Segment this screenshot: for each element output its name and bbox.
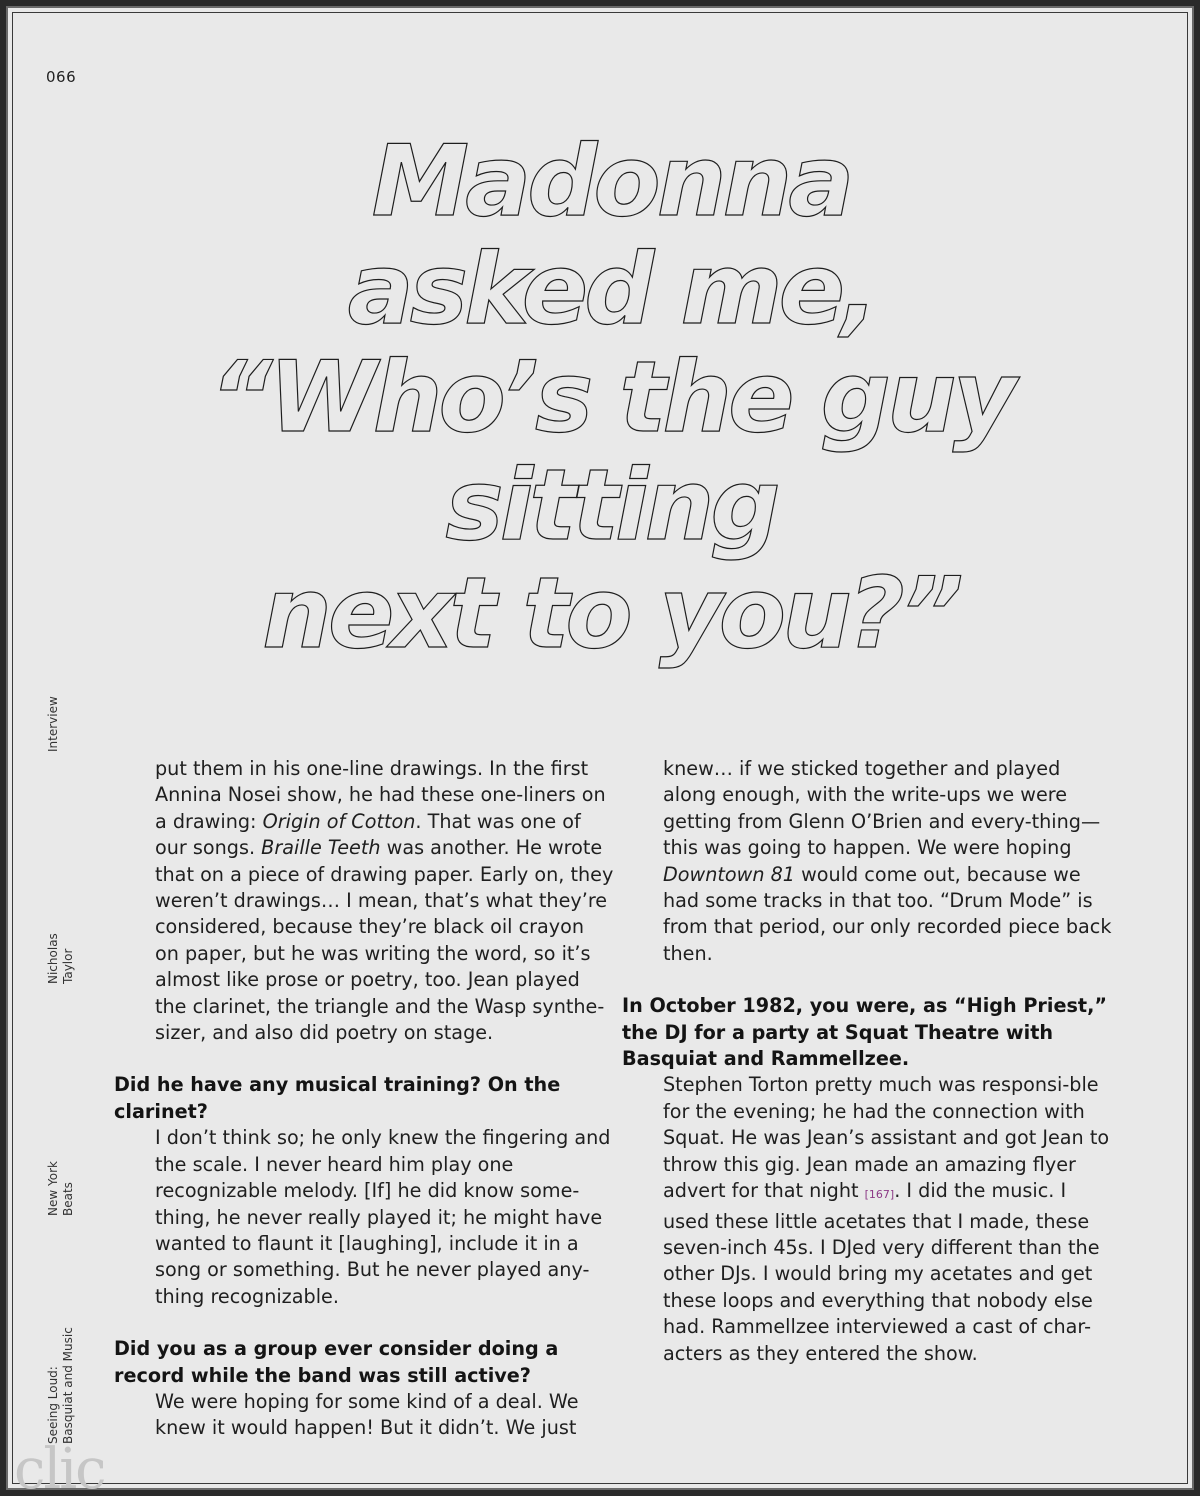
section-label: Interview bbox=[46, 696, 60, 752]
author-first-name: Nicholas bbox=[46, 933, 60, 984]
answer-text: put them in his one-line drawings. In the first Annina Nosei show, he had these one-liners on a drawing: bbox=[155, 757, 606, 833]
sidebar-book-title bbox=[46, 1320, 80, 1444]
chapter-title-line: Beats bbox=[61, 1182, 75, 1216]
interview-answer bbox=[114, 756, 614, 1046]
interview-answer bbox=[622, 1072, 1112, 1366]
book-title-line: Seeing Loud: bbox=[46, 1366, 60, 1444]
interview-question: Did you as a group ever consider doing a record while the band was still active? bbox=[114, 1337, 559, 1387]
interview-question: Did he have any musical training? On the clarinet? bbox=[114, 1073, 561, 1123]
interview-answer bbox=[622, 756, 1112, 967]
right-text-column bbox=[622, 756, 1112, 1367]
page-number: 066 bbox=[46, 68, 77, 86]
sidebar-chapter bbox=[46, 1146, 80, 1216]
answer-text: . That was one of our songs. bbox=[155, 809, 581, 860]
headline-line: “Who’s the guy bbox=[209, 341, 1013, 455]
answer-text: would come out, because we had some tracks in that too. “Drum Mode” is from that period, our only recorded piece back then. bbox=[663, 862, 1112, 965]
headline-line: sitting bbox=[445, 449, 777, 563]
left-text-column bbox=[114, 756, 614, 1442]
headline-line: Madonna bbox=[371, 125, 851, 239]
interview-question: In October 1982, you were, as “High Priest,” the DJ for a party at Squat Theatre with Basquiat and Rammellzee. bbox=[622, 994, 1107, 1071]
sidebar-section-label bbox=[46, 682, 80, 752]
answer-text: Stephen Torton pretty much was responsi-ble for the evening; he had the connection with Squat. He was Jean’s assistant and got Jean to throw this gig. Jean made an amazing flyer advert for that night bbox=[663, 1073, 1110, 1203]
artwork-title: Origin of Cotton bbox=[262, 809, 416, 833]
author-last-name: Taylor bbox=[61, 948, 75, 984]
book-title-line: Basquiat and Music bbox=[61, 1327, 75, 1444]
artwork-title: Braille Teeth bbox=[261, 836, 381, 860]
answer-text: . I did the music. I used these little acetates that I made, these seven-inch 45s. I DJed very different than the other DJs. I would bring my acetates and get these loops and everything that nobody else had. Rammellzee interviewed a cast of char-acters as they entered the show. bbox=[663, 1179, 1100, 1365]
figure-reference: [167] bbox=[864, 1188, 895, 1202]
watermark-logo: clic bbox=[14, 1437, 105, 1496]
interview-answer bbox=[114, 1389, 614, 1442]
answer-text: knew… if we sticked together and played along enough, with the write-ups we were getting from Glenn O’Brien and every-thing—this was going to happen. We were hoping bbox=[663, 757, 1101, 860]
artwork-title: Downtown 81 bbox=[663, 862, 795, 886]
sidebar-author bbox=[46, 914, 80, 984]
headline-line: asked me, bbox=[347, 233, 875, 347]
headline-line: next to you?” bbox=[262, 557, 960, 671]
answer-text: We were hoping for some kind of a deal. We knew it would happen! But it didn’t. We just bbox=[155, 1389, 579, 1440]
pull-quote-headline bbox=[146, 125, 1076, 671]
chapter-title-line: New York bbox=[46, 1161, 60, 1216]
interview-answer bbox=[114, 1125, 614, 1310]
answer-text: I don’t think so; he only knew the fingering and the scale. I never heard him play one recognizable melody. [If] he did know some-thing, he never really played it; he might have wanted to flaunt it [laughing], include it in a song or something. But he never played any-thing recognizable. bbox=[155, 1126, 611, 1308]
answer-text: was another. He wrote that on a piece of drawing paper. Early on, they weren’t drawings… I mean, that’s what they’re considered, because they’re black oil crayon on paper, but he was writing the word, so it’s almost like prose or poetry, too. Jean played the clarinet, the triangle and the Wasp synthe-sizer, and also did poetry on stage. bbox=[155, 836, 614, 1045]
